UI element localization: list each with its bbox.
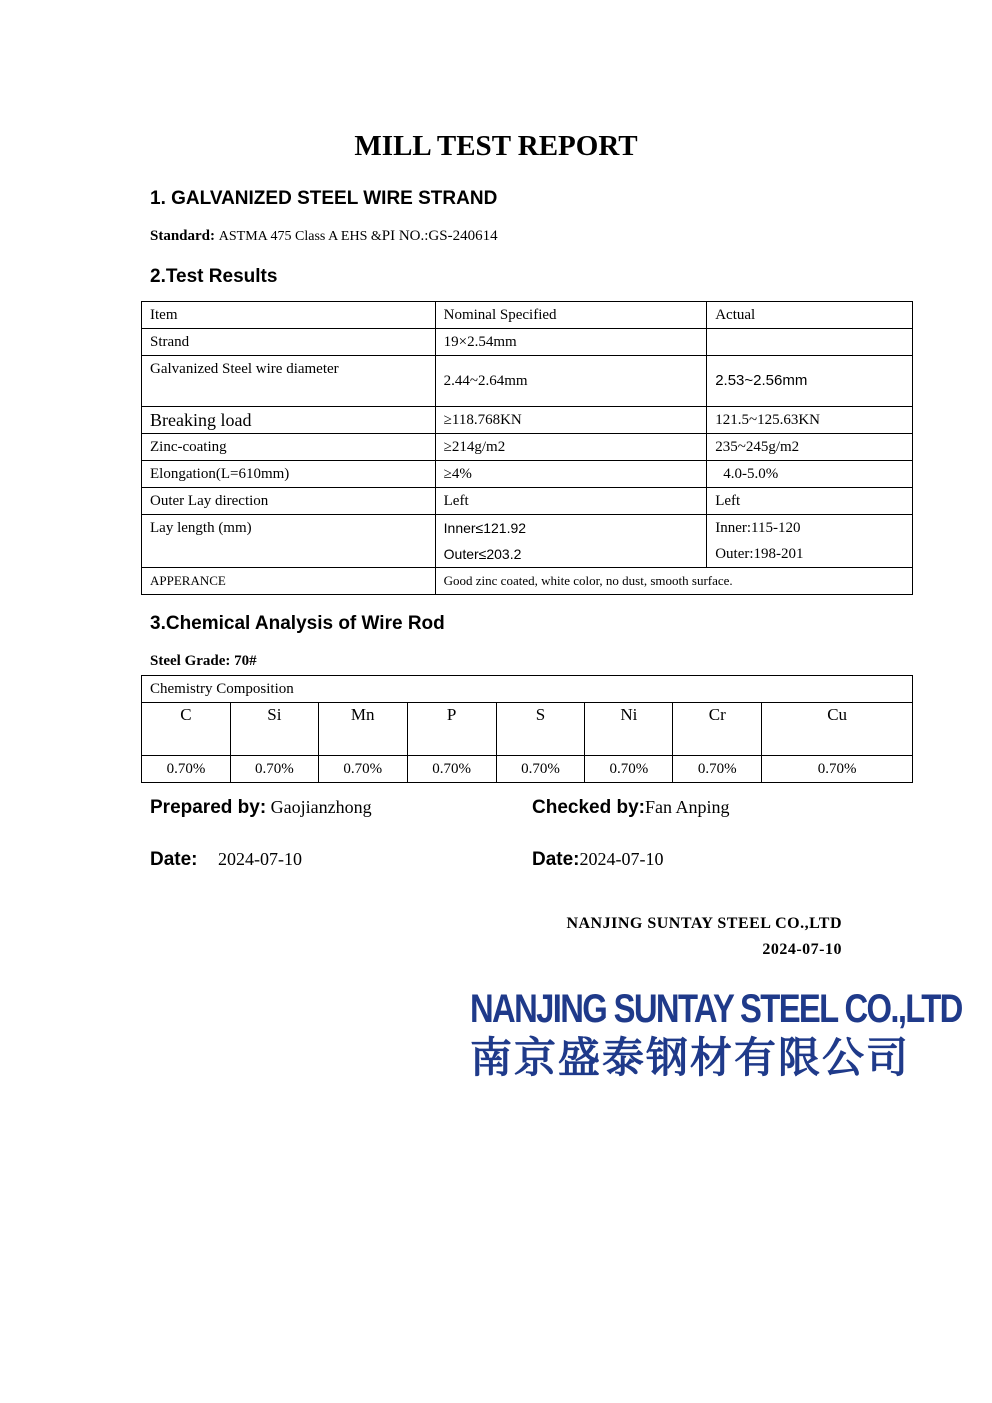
section-2-heading: 2.Test Results: [150, 266, 278, 287]
row-label: Outer Lay direction: [142, 488, 436, 515]
element-cell: Ni: [585, 703, 673, 756]
standard-label: Standard:: [150, 228, 216, 244]
date-label: Date:: [150, 849, 198, 870]
row-actual: [707, 515, 913, 568]
table-header-row: [142, 302, 913, 329]
row-appearance-value: Good zinc coated, white color, no dust, smooth surface.: [435, 568, 912, 595]
row-actual: [707, 329, 913, 356]
date-label: Date:: [532, 849, 580, 870]
nominal-inner: Inner≤121.92: [443, 520, 527, 536]
checked-label: Checked by:: [532, 797, 645, 818]
element-row: [142, 703, 913, 756]
row-nominal: ≥4%: [435, 461, 707, 488]
row-nominal: ≥214g/m2: [435, 434, 707, 461]
test-results-table: [141, 301, 913, 595]
row-actual: 2.53~2.56mm: [707, 356, 913, 407]
company-stamp: [470, 985, 962, 1095]
row-actual: 4.0-5.0%: [707, 461, 913, 488]
row-label: Lay length (mm): [142, 515, 436, 568]
row-label: Breaking load: [142, 407, 436, 434]
row-label: Galvanized Steel wire diameter: [142, 356, 436, 407]
table-row: [142, 407, 913, 434]
date-value: 2024-07-10: [579, 849, 664, 869]
actual-inner: Inner:115-120: [715, 520, 801, 536]
table-row: [142, 356, 913, 407]
row-label: Zinc-coating: [142, 434, 436, 461]
section-1-heading: 1. GALVANIZED STEEL WIRE STRAND: [150, 188, 498, 209]
header-nominal: Nominal Specified: [435, 302, 707, 329]
table-row: [142, 434, 913, 461]
table-row: [142, 329, 913, 356]
stamp-english: NANJING SUNTAY STEEL CO.,LTD: [470, 987, 962, 1031]
row-actual: 121.5~125.63KN: [707, 407, 913, 434]
section-3-heading: 3.Chemical Analysis of Wire Rod: [150, 613, 445, 634]
chemistry-header: Chemistry Composition: [142, 676, 913, 703]
element-cell: Cr: [673, 703, 762, 756]
prepared-label: Prepared by:: [150, 797, 267, 818]
standard-line: [150, 228, 498, 245]
value-cell: 0.70%: [673, 756, 762, 783]
row-nominal: 2.44~2.64mm: [435, 356, 707, 407]
company-date: 2024-07-10: [762, 941, 842, 958]
nominal-outer: Outer≤203.2: [443, 546, 522, 562]
row-nominal: Left: [435, 488, 707, 515]
pi-number: PI NO.:GS-240614: [381, 228, 498, 244]
value-row: [142, 756, 913, 783]
header-item: Item: [142, 302, 436, 329]
value-cell: 0.70%: [230, 756, 318, 783]
table-row: [142, 515, 913, 568]
company-name: NANJING SUNTAY STEEL CO.,LTD: [566, 915, 842, 932]
row-label: Elongation(L=610mm): [142, 461, 436, 488]
value-cell: 0.70%: [762, 756, 913, 783]
report-title: MILL TEST REPORT: [354, 130, 638, 162]
chemistry-table: [141, 675, 913, 783]
checked-by: [532, 797, 730, 819]
date-value: 2024-07-10: [218, 849, 303, 869]
value-cell: 0.70%: [318, 756, 407, 783]
prepared-by: [150, 797, 372, 819]
row-actual: 235~245g/m2: [707, 434, 913, 461]
row-nominal: 19×2.54mm: [435, 329, 707, 356]
header-actual: Actual: [707, 302, 913, 329]
table-row: [142, 488, 913, 515]
prepared-name: Gaojianzhong: [270, 797, 372, 817]
stamp-chinese: 南京盛泰钢材有限公司: [470, 1033, 911, 1082]
value-cell: 0.70%: [407, 756, 496, 783]
element-cell: C: [142, 703, 231, 756]
steel-grade: Steel Grade: 70#: [150, 653, 257, 669]
standard-value: ASTMA 475 Class A EHS &: [218, 229, 382, 244]
table-row: [142, 568, 913, 595]
element-cell: P: [407, 703, 496, 756]
row-actual: Left: [707, 488, 913, 515]
checked-name: Fan Anping: [644, 797, 730, 817]
value-cell: 0.70%: [496, 756, 585, 783]
chemistry-header-row: [142, 676, 913, 703]
row-label: Strand: [142, 329, 436, 356]
row-nominal: ≥118.768KN: [435, 407, 707, 434]
row-label: APPERANCE: [142, 568, 436, 595]
element-cell: Mn: [318, 703, 407, 756]
value-cell: 0.70%: [142, 756, 231, 783]
element-cell: S: [496, 703, 585, 756]
row-nominal: [435, 515, 707, 568]
date-left: [150, 849, 302, 871]
table-row: [142, 461, 913, 488]
element-cell: Cu: [762, 703, 913, 756]
value-cell: 0.70%: [585, 756, 673, 783]
date-right: [532, 849, 664, 871]
element-cell: Si: [230, 703, 318, 756]
actual-outer: Outer:198-201: [715, 546, 804, 562]
